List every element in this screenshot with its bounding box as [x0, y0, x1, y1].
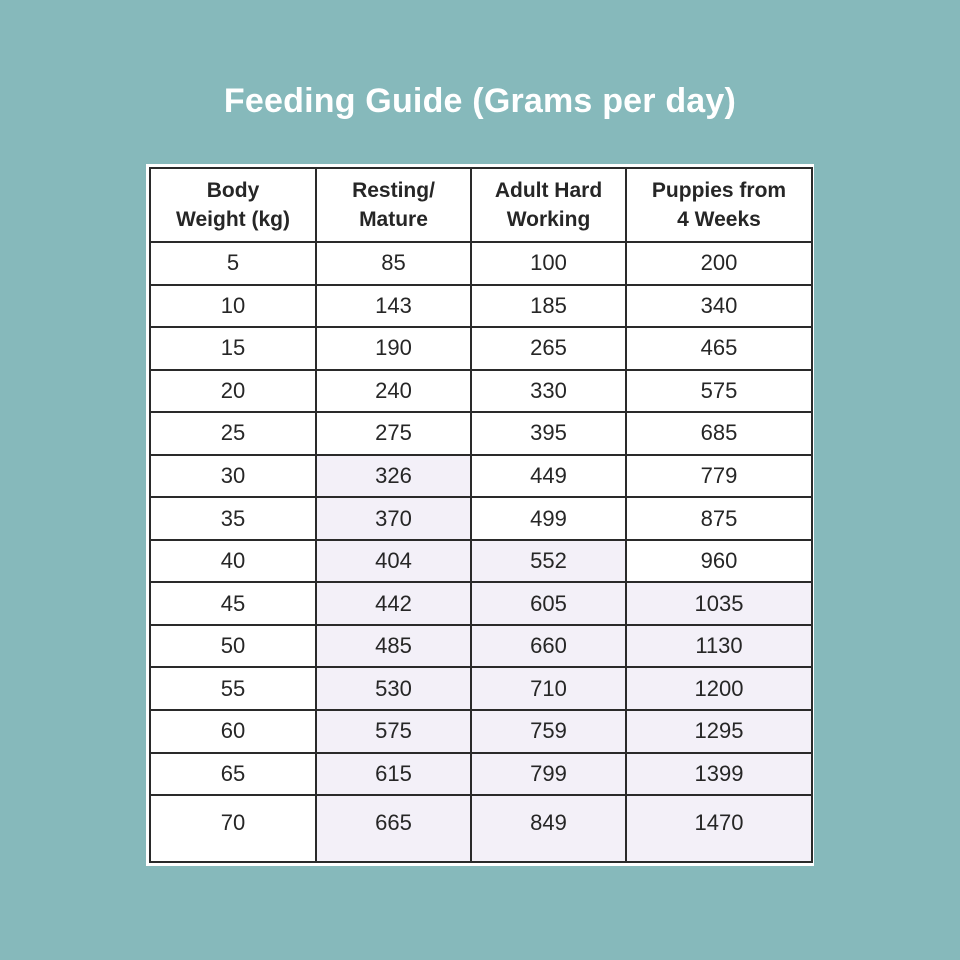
table-row: [150, 795, 812, 862]
header-line: Working: [506, 208, 591, 231]
cell-body-weight: 25: [150, 412, 316, 455]
header-line: Puppies from: [651, 179, 787, 202]
cell-puppies: 200: [626, 242, 812, 285]
table-row: [150, 540, 812, 583]
cell-body-weight: 30: [150, 455, 316, 498]
cell-adult-hard-working: 660: [471, 625, 626, 668]
cell-resting-mature: 665: [316, 795, 471, 862]
cell-resting-mature: 190: [316, 327, 471, 370]
cell-resting-mature: 326: [316, 455, 471, 498]
cell-body-weight: 40: [150, 540, 316, 583]
table-row: [150, 497, 812, 540]
cell-resting-mature: 485: [316, 625, 471, 668]
cell-puppies: 1035: [626, 582, 812, 625]
header-line: Mature: [359, 208, 428, 231]
cell-puppies: 340: [626, 285, 812, 328]
table-row: [150, 753, 812, 796]
table-row: [150, 710, 812, 753]
header-line: Weight (kg): [176, 208, 290, 231]
cell-puppies: 465: [626, 327, 812, 370]
header-line: Adult Hard: [494, 179, 603, 202]
cell-resting-mature: 575: [316, 710, 471, 753]
cell-puppies: 575: [626, 370, 812, 413]
cell-resting-mature: 85: [316, 242, 471, 285]
cell-puppies: 1200: [626, 667, 812, 710]
cell-puppies: 1470: [626, 795, 812, 862]
cell-body-weight: 35: [150, 497, 316, 540]
header-body-weight: [150, 168, 316, 242]
feeding-table: [149, 167, 813, 863]
cell-adult-hard-working: 849: [471, 795, 626, 862]
table-row: [150, 412, 812, 455]
cell-adult-hard-working: 799: [471, 753, 626, 796]
cell-puppies: 960: [626, 540, 812, 583]
cell-adult-hard-working: 185: [471, 285, 626, 328]
header-line: 4 Weeks: [677, 208, 761, 231]
cell-adult-hard-working: 265: [471, 327, 626, 370]
cell-adult-hard-working: 759: [471, 710, 626, 753]
feeding-table-container: [146, 164, 814, 866]
cell-resting-mature: 530: [316, 667, 471, 710]
cell-puppies: 1130: [626, 625, 812, 668]
cell-adult-hard-working: 395: [471, 412, 626, 455]
header-puppies: [626, 168, 812, 242]
cell-puppies: 875: [626, 497, 812, 540]
cell-body-weight: 20: [150, 370, 316, 413]
cell-body-weight: 65: [150, 753, 316, 796]
header-line: Body: [206, 179, 260, 202]
cell-adult-hard-working: 449: [471, 455, 626, 498]
cell-puppies: 1399: [626, 753, 812, 796]
cell-resting-mature: 442: [316, 582, 471, 625]
cell-adult-hard-working: 552: [471, 540, 626, 583]
header-line: Resting/: [352, 179, 435, 202]
cell-body-weight: 55: [150, 667, 316, 710]
table-row: [150, 242, 812, 285]
cell-puppies: 1295: [626, 710, 812, 753]
cell-resting-mature: 370: [316, 497, 471, 540]
page-title: Feeding Guide (Grams per day): [223, 82, 737, 120]
cell-body-weight: 70: [150, 795, 316, 862]
cell-body-weight: 45: [150, 582, 316, 625]
cell-adult-hard-working: 100: [471, 242, 626, 285]
table-row: [150, 285, 812, 328]
table-row: [150, 582, 812, 625]
cell-resting-mature: 143: [316, 285, 471, 328]
cell-adult-hard-working: 605: [471, 582, 626, 625]
table-row: [150, 667, 812, 710]
cell-body-weight: 5: [150, 242, 316, 285]
cell-adult-hard-working: 330: [471, 370, 626, 413]
cell-puppies: 779: [626, 455, 812, 498]
table-body: [150, 242, 812, 862]
cell-resting-mature: 240: [316, 370, 471, 413]
table-row: [150, 455, 812, 498]
table-row: [150, 625, 812, 668]
cell-adult-hard-working: 499: [471, 497, 626, 540]
cell-puppies: 685: [626, 412, 812, 455]
cell-body-weight: 50: [150, 625, 316, 668]
table-row: [150, 327, 812, 370]
cell-resting-mature: 404: [316, 540, 471, 583]
header-resting-mature: [316, 168, 471, 242]
table-row: [150, 370, 812, 413]
cell-resting-mature: 275: [316, 412, 471, 455]
cell-body-weight: 10: [150, 285, 316, 328]
header-adult-hard-working: [471, 168, 626, 242]
cell-body-weight: 15: [150, 327, 316, 370]
cell-adult-hard-working: 710: [471, 667, 626, 710]
table-header-row: [150, 168, 812, 242]
cell-resting-mature: 615: [316, 753, 471, 796]
cell-body-weight: 60: [150, 710, 316, 753]
